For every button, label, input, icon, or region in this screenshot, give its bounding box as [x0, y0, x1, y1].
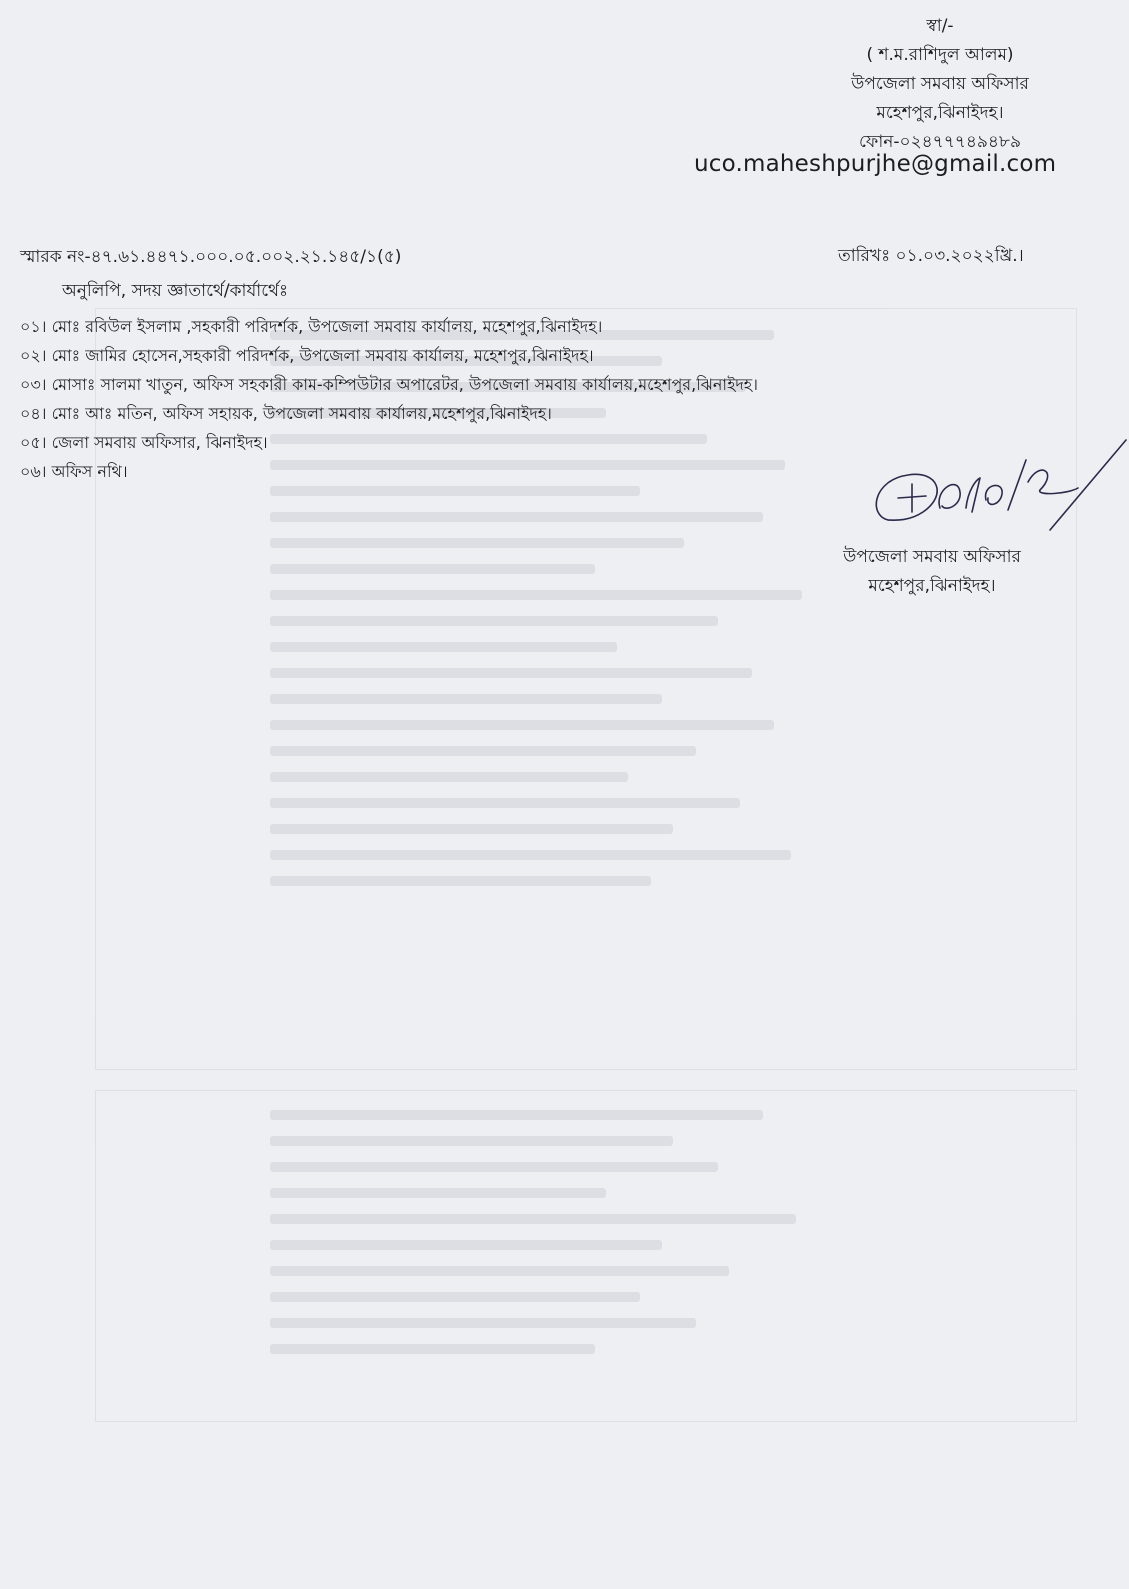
list-item: ০৩। মোসাঃ সালমা খাতুন, অফিস সহকারী কাম-কম্পিউটার অপারেটর, উপজেলা সমবায় কার্যালয়,মহেশপুর,ঝিনাইদহ।: [20, 375, 758, 394]
list-item: ০৫। জেলা সমবায় অফিসার, ঝিনাইদহ।: [20, 433, 268, 452]
signatory-block: [822, 543, 1042, 601]
signatory-location: মহেশপুর,ঝিনাইদহ।: [868, 576, 996, 596]
issuer-name: ( শ.ম.রাশিদুল আলম): [866, 45, 1014, 65]
handwritten-signature: [868, 420, 1128, 540]
issuer-phone: ফোন-০২৪৭৭৭৪৯৪৮৯: [859, 132, 1021, 152]
issuer-designation: উপজেলা সমবায় অফিসার: [851, 74, 1029, 94]
list-item: ০৪। মোঃ আঃ মতিন, অফিস সহায়ক, উপজেলা সমবায় কার্যালয়,মহেশপুর,ঝিনাইদহ।: [20, 404, 552, 423]
copy-heading: অনুলিপি, সদয় জ্ঞাতার্থে/কার্যার্থেঃ: [62, 281, 289, 301]
list-item: ০১। মোঃ রবিউল ইসলাম ,সহকারী পরিদর্শক, উপজেলা সমবায় কার্যালয়, মহেশপুর,ঝিনাইদহ।: [20, 317, 603, 336]
issuer-location: মহেশপুর,ঝিনাইদহ।: [876, 103, 1004, 123]
signatory-designation: উপজেলা সমবায় অফিসার: [843, 547, 1021, 567]
memo-date: তারিখঃ ০১.০৩.২০২২খ্রি.।: [838, 246, 1024, 266]
list-item: ০২। মোঃ জামির হোসেন,সহকারী পরিদর্শক, উপজেলা সমবায় কার্যালয়, মহেশপুর,ঝিনাইদহ।: [20, 346, 594, 365]
list-item: ০৬। অফিস নথি।: [20, 462, 128, 481]
recipient-list: [20, 312, 758, 486]
issuer-block: [760, 12, 1120, 157]
signed-mark: স্বা/-: [926, 16, 954, 36]
issuer-email: uco.maheshpurjhe@gmail.com: [694, 151, 1057, 177]
memo-number: স্মারক নং-৪৭.৬১.৪৪৭১.০০০.০৫.০০২.২১.১৪৫/১(৫): [20, 247, 402, 267]
